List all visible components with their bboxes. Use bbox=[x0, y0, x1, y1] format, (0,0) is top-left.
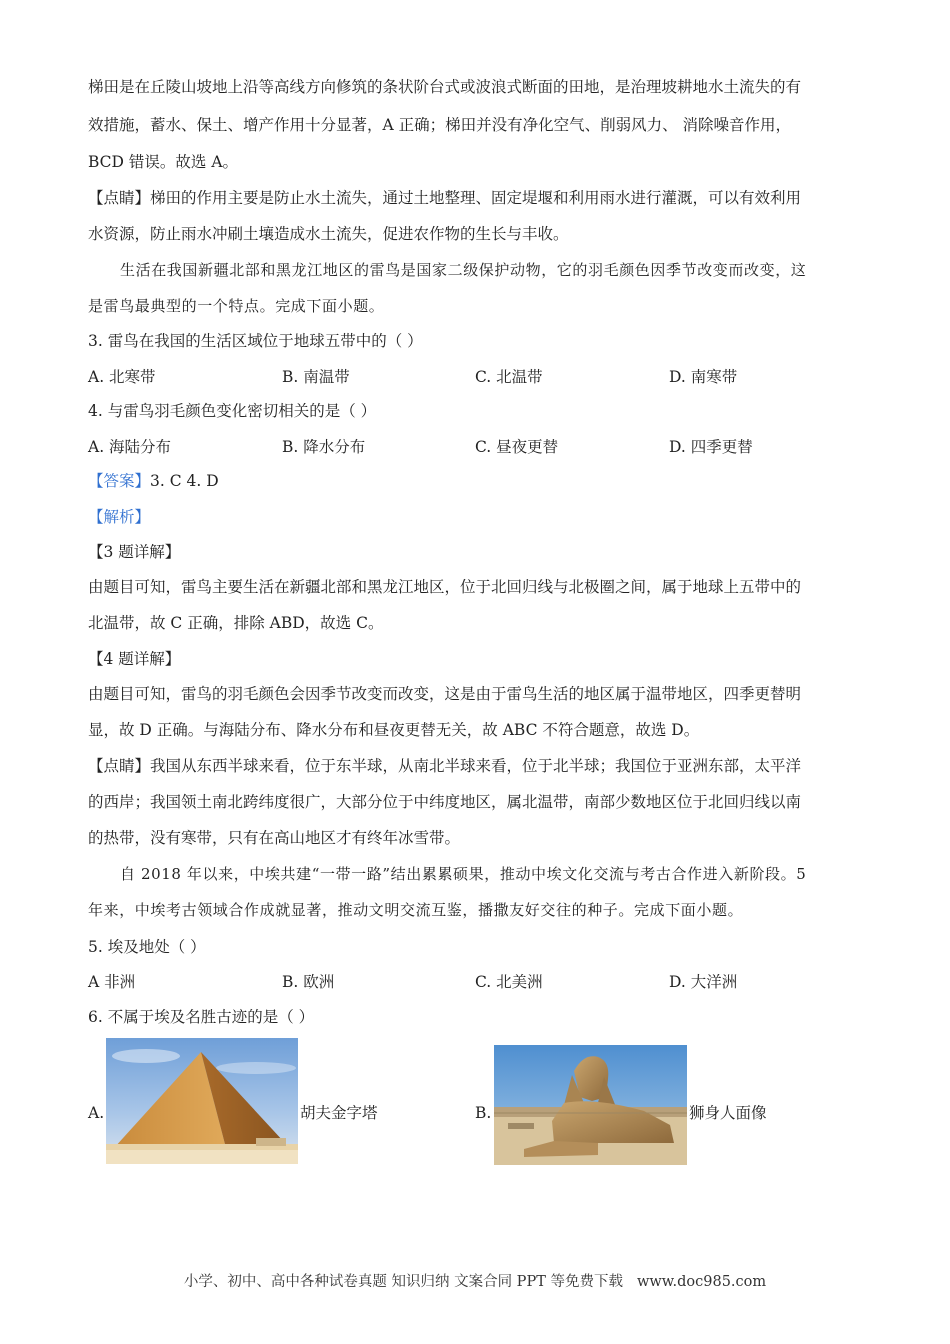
q3-option-a: A. 北寒带 bbox=[88, 368, 156, 386]
analysis-tag: 【解析】 bbox=[88, 508, 151, 526]
paragraph-line: BCD 错误。故选 A。 bbox=[88, 153, 239, 171]
footer-url[interactable]: www.doc985.com bbox=[636, 1274, 767, 1290]
passage-line: 生活在我国新疆北部和黑龙江地区的雷鸟是国家二级保护动物，它的羽毛颜色因季节改变而改变，这 bbox=[120, 261, 807, 279]
paragraph-line: 的西岸；我国领土南北跨纬度很广，大部分位于中纬度地区，属北温带，南部少数地区位于北回归线以南 bbox=[88, 793, 802, 811]
paragraph-text: 我国从东西半球来看，位于东半球，从南北半球来看，位于北半球；我国位于亚洲东部，太平洋 bbox=[150, 757, 802, 775]
q6-option-b-caption: 狮身人面像 bbox=[689, 1104, 767, 1122]
q4-option-d: D. 四季更替 bbox=[669, 438, 753, 456]
answer-line bbox=[88, 471, 219, 491]
q3-option-d: D. 南寒带 bbox=[669, 368, 738, 386]
q6-option-a-label: A. bbox=[88, 1104, 105, 1122]
q3-option-c: C. 北温带 bbox=[475, 368, 543, 386]
q5-option-a: A 非洲 bbox=[88, 973, 136, 991]
question-5: 5. 埃及地处（ ） bbox=[88, 938, 206, 956]
paragraph-line: 效措施，蓄水、保土、增产作用十分显著，A 正确；梯田并没有净化空气、削弱风力、 消除噪音作用， bbox=[88, 116, 792, 134]
q4-detail-heading: 【4 题详解】 bbox=[88, 650, 181, 668]
q3-detail-heading: 【3 题详解】 bbox=[88, 543, 181, 561]
paragraph-line: 北温带，故 C 正确，排除 ABD，故选 C。 bbox=[88, 614, 384, 632]
q5-option-b: B. 欧洲 bbox=[282, 973, 335, 991]
answer-text: 3. C 4. D bbox=[150, 472, 219, 490]
q3-option-b: B. 南温带 bbox=[282, 368, 350, 386]
q5-option-d: D. 大洋洲 bbox=[669, 973, 738, 991]
paragraph-line bbox=[88, 756, 801, 776]
sphinx-image bbox=[494, 1045, 687, 1165]
q6-option-a-caption: 胡夫金字塔 bbox=[300, 1104, 378, 1122]
passage-line: 自 2018 年以来，中埃共建“一带一路”结出累累硕果，推动中埃文化交流与考古合作进入新阶段。5 bbox=[120, 865, 807, 883]
pyramid-image bbox=[106, 1038, 298, 1164]
paragraph-line: 由题目可知，雷鸟主要生活在新疆北部和黑龙江地区，位于北回归线与北极圈之间，属于地球上五带中的 bbox=[88, 578, 802, 596]
question-6: 6. 不属于埃及名胜古迹的是（ ） bbox=[88, 1008, 315, 1026]
question-4: 4. 与雷鸟羽毛颜色变化密切相关的是（ ） bbox=[88, 402, 377, 420]
question-3: 3. 雷鸟在我国的生活区域位于地球五带中的（ ） bbox=[88, 332, 423, 350]
paragraph-line bbox=[88, 188, 801, 208]
answer-tag: 【答案】 bbox=[88, 472, 151, 490]
paragraph-line: 由题目可知，雷鸟的羽毛颜色会因季节改变而改变，这是由于雷鸟生活的地区属于温带地区，四季更替明 bbox=[88, 685, 802, 703]
q4-option-c: C. 昼夜更替 bbox=[475, 438, 559, 456]
q5-option-c: C. 北美洲 bbox=[475, 973, 543, 991]
tag-label: 【点睛】 bbox=[88, 189, 151, 207]
tag-label: 【点睛】 bbox=[88, 757, 151, 775]
q4-option-a: A. 海陆分布 bbox=[88, 438, 172, 456]
paragraph-line: 显，故 D 正确。与海陆分布、降水分布和昼夜更替无关，故 ABC 不符合题意，故选 D。 bbox=[88, 721, 700, 739]
paragraph-line: 梯田是在丘陵山坡地上沿等高线方向修筑的条状阶台式或波浪式断面的田地，是治理坡耕地水土流失的有 bbox=[88, 78, 802, 96]
passage-line: 是雷鸟最典型的一个特点。完成下面小题。 bbox=[88, 297, 385, 315]
sphinx-picture bbox=[494, 1045, 687, 1165]
q4-option-b: B. 降水分布 bbox=[282, 438, 366, 456]
paragraph-line: 的热带，没有寒带，只有在高山地区才有终年冰雪带。 bbox=[88, 829, 461, 847]
footer-text: 小学、初中、高中各种试卷真题 知识归纳 文案合同 PPT 等免费下载 bbox=[183, 1274, 623, 1290]
q6-option-b-label: B. bbox=[475, 1104, 492, 1122]
page-footer bbox=[0, 1270, 950, 1291]
paragraph-line: 水资源，防止雨水冲刷土壤造成水土流失，促进农作物的生长与丰收。 bbox=[88, 225, 569, 243]
paragraph-text: 梯田的作用主要是防止水土流失，通过土地整理、固定堤堰和利用雨水进行灌溉，可以有效利用 bbox=[150, 189, 802, 207]
pyramid-picture bbox=[106, 1038, 298, 1164]
passage-line: 年来，中埃考古领域合作成就显著，推动文明交流互鉴，播撒友好交往的种子。完成下面小题。 bbox=[88, 901, 744, 919]
